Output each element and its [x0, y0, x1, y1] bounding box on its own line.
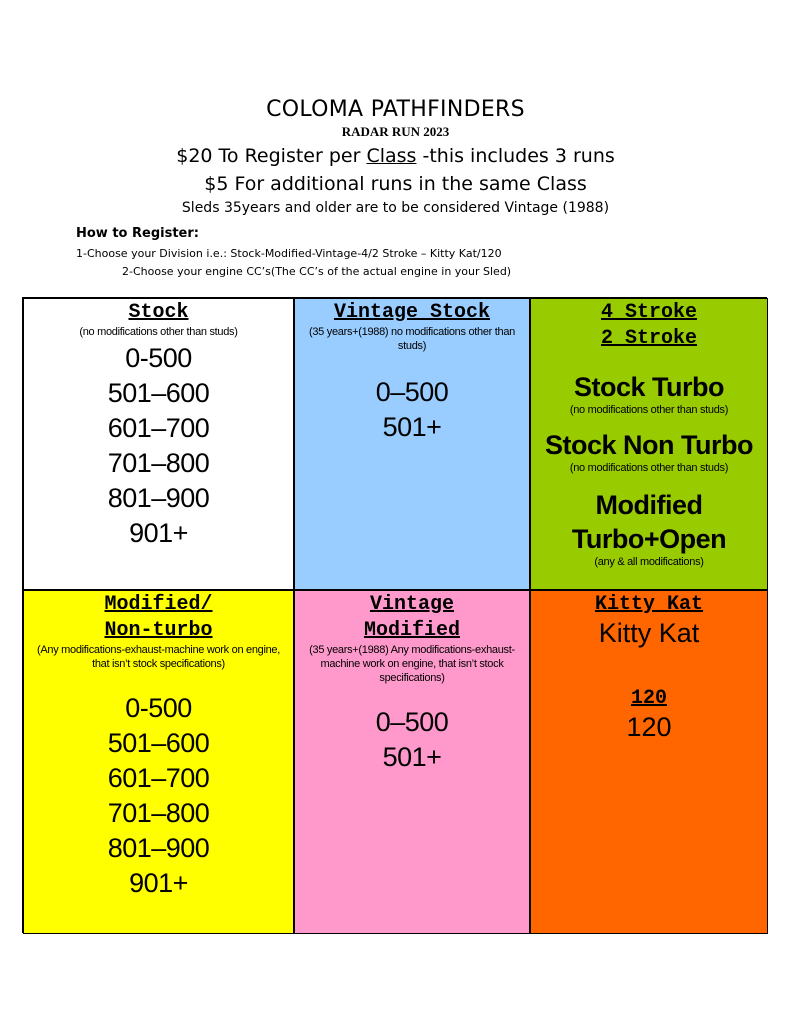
division-vintage-modified-cc-list	[295, 705, 529, 775]
division-120-title: 120	[630, 687, 667, 710]
class-modified: Modified	[595, 490, 703, 520]
cc-range: 801–900	[107, 833, 210, 863]
division-stock-title: Stock	[128, 301, 189, 324]
division-kitty-kat	[530, 590, 768, 934]
cc-range: 501+	[382, 742, 442, 772]
division-vintage-stock-title: Vintage Stock	[333, 301, 491, 324]
cc-range: 701–800	[107, 798, 210, 828]
cc-range: 0-500	[125, 693, 192, 723]
step-1: 1-Choose your Division i.e.: Stock-Modified-Vintage-4/2 Stroke – Kitty Kat/120	[76, 247, 502, 260]
division-vintage-stock-cc-list	[295, 375, 529, 445]
registration-fee-post: -this includes 3 runs	[416, 145, 615, 167]
division-vintage-stock	[294, 298, 530, 590]
cc-range: 0-500	[125, 343, 192, 373]
class-stock-turbo: Stock Turbo	[573, 372, 724, 402]
division-stock	[23, 298, 294, 590]
cc-range: 501+	[382, 412, 442, 442]
class-word: Class	[366, 145, 417, 167]
division-vintage-modified	[294, 590, 530, 934]
class-modified-note: (any & all modifications)	[594, 556, 704, 568]
registration-fee-line	[0, 142, 791, 170]
class-stock-non-turbo: Stock Non Turbo	[545, 430, 753, 460]
event-title: RADAR RUN 2023	[341, 124, 450, 139]
org-title: COLOMA PATHFINDERS	[266, 97, 525, 122]
cc-range: 501–600	[107, 378, 210, 408]
division-vintage-modified-subtitle: (35 years+(1988) Any modifications-exhaust-machine work on engine, that isn’t stock specifications)	[309, 644, 515, 684]
division-vintage-title: Vintage	[369, 593, 454, 616]
cc-range: 801–900	[107, 483, 210, 513]
cc-range: 901+	[129, 868, 188, 898]
class-stock-turbo-note: (no modifications other than studs)	[569, 404, 729, 416]
division-non-turbo-title: Non-turbo	[104, 619, 213, 642]
division-stock-subtitle: (no modifications other than studs)	[79, 326, 238, 338]
vintage-note: Sleds 35years and older are to be considered Vintage (1988)	[181, 200, 610, 216]
division-modified-title: Modified/	[104, 593, 213, 616]
division-modified-subtitle: (Any modifications-exhaust-machine work on engine, that isn’t stock specifications)	[36, 644, 281, 670]
registration-fee-pre: $20 To Register per	[176, 145, 367, 167]
division-modified-non-turbo	[23, 590, 294, 934]
kitty-kat-class: Kitty Kat	[598, 618, 700, 648]
cc-range: 701–800	[107, 448, 210, 478]
cc-range: 901+	[129, 518, 188, 548]
step-2: 2-Choose your engine CC’s(The CC’s of the actual engine in your Sled)	[122, 265, 512, 278]
class-turbo-open: Turbo+Open	[571, 524, 727, 554]
flyer-header	[0, 96, 791, 218]
cc-range: 501–600	[107, 728, 210, 758]
cc-range: 601–700	[107, 413, 210, 443]
division-4-2-stroke	[530, 298, 768, 590]
class-stock-non-turbo-note: (no modifications other than studs)	[569, 462, 729, 474]
division-vintage-modified-title: Modified	[363, 619, 460, 642]
division-kitty-kat-title: Kitty Kat	[594, 593, 704, 616]
division-grid	[22, 297, 767, 933]
division-2-stroke-title: 2 Stroke	[600, 327, 697, 350]
class-120: 120	[626, 712, 672, 742]
additional-runs-line: $5 For additional runs in the same Class	[204, 173, 587, 195]
division-4-stroke-title: 4 Stroke	[600, 301, 697, 324]
how-to-register-title: How to Register:	[76, 226, 199, 241]
cc-range: 0–500	[375, 377, 449, 407]
cc-range: 601–700	[107, 763, 210, 793]
division-vintage-stock-subtitle: (35 years+(1988) no modifications other than studs)	[308, 326, 515, 352]
division-stock-cc-list	[24, 341, 293, 551]
division-modified-cc-list	[24, 691, 293, 901]
cc-range: 0–500	[375, 707, 449, 737]
